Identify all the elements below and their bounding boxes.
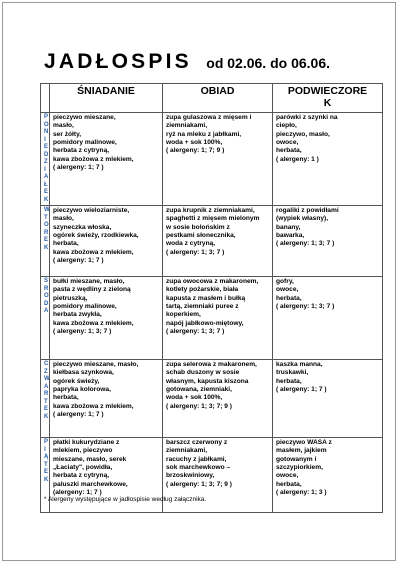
day-label: Ś R O D A	[41, 277, 50, 360]
lunch-cell: zupa selerowa z makaronem, schab duszony w sosie własnym, kapusta kiszona gotowana, ziemniaki, woda + sok 100%, ( alergeny: 1; 3; 7; 9 )	[163, 360, 273, 438]
lunch-cell: zupa owocowa z makaronem, kotlety pożarskie, biała kapusta z masłem i bułką tartą, ziemniaki puree z koperkiem, napój jabłkowo-miętowy, ( alergeny: 1; 3; 7 )	[163, 277, 273, 360]
lunch-cell: barszcz czerwony z ziemniakami, racuchy z jabłkami, sok marchewkowo – brzoskwiniowy, ( alergeny: 1; 3; 7; 9 )	[163, 438, 273, 513]
breakfast-cell: pieczywo wieloziarniste, masło, szyneczka włoska, ogórek świeży, rzodkiewka, herbata, kawa zbożowa z mlekiem, ( alergeny: 1; 7 )	[50, 206, 163, 277]
day-label: P I Ą T E K	[41, 438, 50, 513]
snack-cell: pieczywo WASA z masłem, jajkiem gotowanym i szczypiorkiem, owoce, herbata, ( alergeny: 1; 3 )	[273, 438, 383, 513]
column-header-breakfast: ŚNIADANIE	[50, 84, 163, 113]
day-row-thursday	[41, 360, 383, 438]
column-header-snack: PODWIECZORE K	[273, 84, 383, 113]
corner-cell	[41, 84, 50, 113]
title-row	[44, 50, 384, 78]
lunch-cell: zupa krupnik z ziemniakami, spaghetti z mięsem mielonym w sosie bolońskim z pestkami słonecznika, woda z cytryną, ( alergeny: 1; 3; 7 )	[163, 206, 273, 277]
day-row-monday	[41, 113, 383, 206]
breakfast-cell: płatki kukurydziane z mlekiem, pieczywo mieszane, masło, serek „Łaciaty", powidła, herbata z cytryną, paluszki marchewkowe, (alergeny: 1; 7 )	[50, 438, 163, 513]
day-label: C Z W A R T E K	[41, 360, 50, 438]
header-row	[41, 84, 383, 113]
day-label: P O N I E D Z I A Ł E K	[41, 113, 50, 206]
allergen-footnote: * Alergeny występujące w jadłospisie według załącznika.	[44, 496, 207, 503]
breakfast-cell: pieczywo mieszane, masło, ser żółty, pomidory malinowe, herbata z cytryną, kawa zbożowa z mlekiem, ( alergeny: 1; 7 )	[50, 113, 163, 206]
snack-cell: parówki z szynki na ciepło, pieczywo, masło, owoce, herbata, ( alergeny: 1 )	[273, 113, 383, 206]
lunch-cell: zupa gulaszowa z mięsem i ziemniakami, ryż na mleku z jabłkami, woda + sok 100%, ( alergeny: 1; 7; 9 )	[163, 113, 273, 206]
snack-cell: kaszka manna, truskawki, herbata, ( alergeny: 1; 7 )	[273, 360, 383, 438]
snack-cell: gofry, owoce, herbata, ( alergeny: 1; 3; 7 )	[273, 277, 383, 360]
day-row-wednesday	[41, 277, 383, 360]
breakfast-cell: bułki mieszane, masło, pasta z wędliny z zieloną pietruszką, pomidory malinowe, herbata zwykła, kawa zbożowa z mlekiem, ( alergeny: 1; 3; 7 )	[50, 277, 163, 360]
day-row-tuesday	[41, 206, 383, 277]
page-title: JADŁOSPIS	[44, 50, 192, 73]
day-label: W T O R E K	[41, 206, 50, 277]
column-header-lunch: OBIAD	[163, 84, 273, 113]
date-range: od 02.06. do 06.06.	[206, 55, 331, 71]
snack-cell: rogaliki z powidłami (wypiek własny), banany, bawarka, ( alergeny: 1; 3; 7 )	[273, 206, 383, 277]
menu-table	[40, 83, 383, 513]
breakfast-cell: pieczywo mieszane, masło, kiełbasa szynkowa, ogórek świeży, papryka kolorowa, herbata, kawa zbożowa z mlekiem, ( alergeny: 1; 7 )	[50, 360, 163, 438]
